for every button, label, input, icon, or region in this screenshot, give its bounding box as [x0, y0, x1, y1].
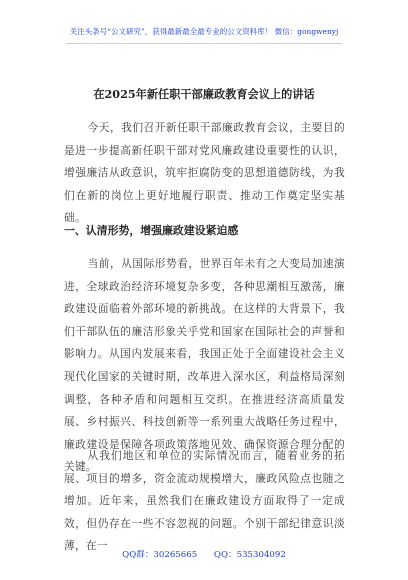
section-heading: 一、认清形势，增强廉政建设紧迫感 — [64, 224, 239, 237]
paragraph-local: 从我们地区和单位的实际情况而言，随着业务的拓展、项目的增多，资金流动规模增大，廉政风险点也随之增加。近年来，虽然我们在廉政建设方面取得了一定成效，但仍存在一些不容忽视的问题。个别干部纪律意识淡薄，在一 — [64, 449, 345, 553]
paragraph-situation: 当前，从国际形势看，世界百年未有之大变局加速演进，全球政治经济环境复杂多变，各种思潮相互激荡，廉政建设面临着外部环境的新挑战。在这样的大背景下，我们干部队伍的廉洁形象关乎党和国家在国际社会的声誉和影响力。从国内发展来看，我国正处于全面建设社会主义现代化国家的关键时期，改革进入深水区，利益格局深刻调整，各种矛盾和问题相互交织。在推进经济高质量发展、乡村振兴、科技创新等一系列重大战略任务过程中，廉政建设是保障各项政策落地见效、确保资源合理分配的关键。 — [64, 257, 345, 474]
header-notice: 关注头条号“公文研究”，获得最新最全最专业的公文资料库！ 微信：gongwenyj — [69, 27, 339, 36]
footer-qq-group: QQ群：30265665 — [122, 550, 198, 560]
header-divider — [66, 43, 342, 44]
document-title: 在2025年新任职干部廉政教育会议上的讲话 — [93, 87, 315, 101]
paragraph-intro: 今天，我们召开新任职干部廉政教育会议，主要目的是进一步提高新任职干部对党风廉政建设重要性的认识，增强廉洁从政意识，筑牢拒腐防变的思想道德防线，为我们在新的岗位上更好地履行职责、推动工作奠定坚实基础。 — [64, 121, 345, 225]
footer-contacts — [0, 548, 408, 560]
footer-qq-number: QQ：535304092 — [213, 550, 286, 560]
